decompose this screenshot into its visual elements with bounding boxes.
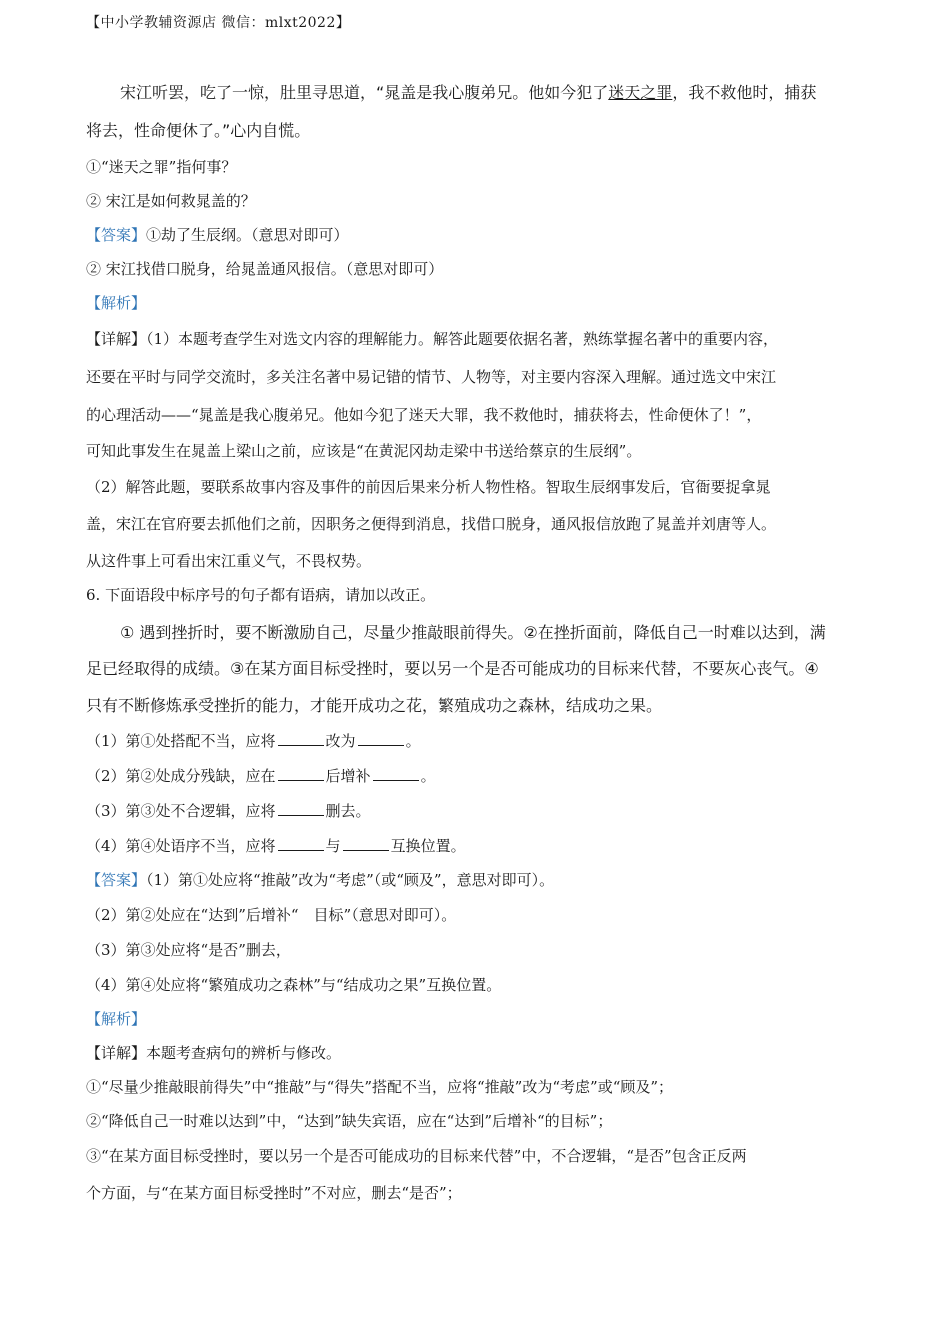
q6-answer-line-3: （3）第③处应将“是否”删去， [86,941,291,959]
q5-detail-line: 的心理活动——“晁盖是我心腹弟兄。他如今犯了迷天大罪，我不救他时，捕获将去，性命便休了！”， [86,406,762,424]
answer-blank[interactable] [278,766,324,781]
q5-answer-line-2: ② 宋江找借口脱身，给晁盖通风报信。（意思对即可） [86,260,444,278]
question-text: 与 [325,837,341,855]
answer-blank[interactable] [278,836,324,851]
q6-detail-line: ①“尽量少推敲眼前得失”中“推敲”与“得失”搭配不当，应将“推敲”改为“考虑”或“顾及”； [86,1078,674,1096]
q6-detail-line: 个方面，与“在某方面目标受挫时”不对应，删去“是否”； [86,1184,462,1202]
underlined-phrase: 迷天之罪 [608,83,673,102]
q5-question-2: ② 宋江是如何救晁盖的？ [86,192,256,210]
q6-paragraph-line: 只有不断修炼承受挫折的能力，才能开成功之花，繁殖成功之森林，结成功之果。 [86,696,663,715]
question-text: 后增补 [325,767,371,785]
passage-line-2: 将去，性命便休了。”心内自慌。 [86,121,311,140]
answer-blank[interactable] [373,766,419,781]
q6-detail-line: ③“在某方面目标受挫时，要以另一个是否可能成功的目标来代替”中，不合逻辑，“是否”包含正反两 [86,1147,747,1165]
q5-answer-line-1 [86,224,349,245]
analysis-tag: 【解析】 [86,1010,147,1028]
q5-detail-line: 【详解】（1）本题考查学生对选文内容的理解能力。解答此题要依据名著，熟练掌握名著中的重要内容， [86,330,779,348]
passage-line-1 [86,80,816,103]
q6-answer-line-4: （4）第④处应将“繁殖成功之森林”与“结成功之果”互换位置。 [86,976,502,994]
question-text: （4）第④处语序不当，应将 [86,837,276,855]
q6-sub-question-3 [86,800,371,821]
answer-blank[interactable] [343,836,389,851]
question-text: 改为 [325,732,356,750]
q5-detail-line: 盖，宋江在官府要去抓他们之前，因职务之便得到消息，找借口脱身，通风报信放跑了晁盖并刘唐等人。 [86,515,777,533]
q6-sub-question-1 [86,730,421,751]
q5-detail-line: 从这件事上可看出宋江重义气，不畏权势。 [86,552,372,570]
question-text: （1）第①处搭配不当，应将 [86,732,276,750]
analysis-tag: 【解析】 [86,294,147,312]
q6-title: 6. 下面语段中标序号的句子都有语病，请加以改正。 [86,586,436,604]
header-tag: 【中小学教辅资源店 微信：mlxt2022】 [86,15,351,31]
q6-detail-line: ②“降低自己一时难以达到”中，“达到”缺失宾语，应在“达到”后增补“的目标”； [86,1112,613,1130]
q6-paragraph-line: ① 遇到挫折时，要不断激励自己，尽量少推敲眼前得失。②在挫折面前，降低自己一时难以达到，满 [120,623,826,642]
passage-text: 宋江听罢，吃了一惊，肚里寻思道，“晁盖是我心腹弟兄。他如今犯了 [120,83,609,102]
answer-blank[interactable] [278,731,324,746]
answer-blank[interactable] [358,731,404,746]
question-text: 删去。 [325,802,371,820]
question-text: 互换位置。 [390,837,466,855]
question-text: 。 [405,732,421,750]
q6-paragraph-line: 足已经取得的成绩。③在某方面目标受挫时，要以另一个是否可能成功的目标来代替，不要灰心丧气。④ [86,659,819,678]
question-text: （2）第②处成分残缺，应在 [86,767,276,785]
answer-text: ①劫了生辰纲。（意思对即可） [146,226,349,244]
answer-tag: 【答案】 [86,226,147,244]
question-text: （3）第③处不合逻辑，应将 [86,802,276,820]
q6-answer-line-1 [86,869,554,890]
passage-text: ，我不救他时，捕获 [672,83,817,102]
q5-detail-line: （2）解答此题，要联系故事内容及事件的前因后果来分析人物性格。智取生辰纲事发后，官衙要捉拿晁 [86,478,771,496]
q6-sub-question-4 [86,835,466,856]
q6-sub-question-2 [86,765,436,786]
answer-tag: 【答案】 [86,871,147,889]
q5-question-1: ①“迷天之罪”指何事？ [86,158,237,176]
q6-answer-line-2: （2）第②处应在“达到”后增补“ 目标”（意思对即可）。 [86,906,457,924]
answer-blank[interactable] [278,801,324,816]
answer-text: （1）第①处应将“推敲”改为“考虑”（或“顾及”，意思对即可）。 [146,871,555,889]
q5-detail-line: 可知此事发生在晁盖上梁山之前，应该是“在黄泥冈劫走梁中书送给蔡京的生辰纲”。 [86,442,642,460]
question-text: 。 [420,767,436,785]
q5-detail-line: 还要在平时与同学交流时，多关注名著中易记错的情节、人物等，对主要内容深入理解。通过选文中宋江 [86,368,777,386]
q6-detail-line: 【详解】本题考查病句的辨析与修改。 [86,1044,342,1062]
